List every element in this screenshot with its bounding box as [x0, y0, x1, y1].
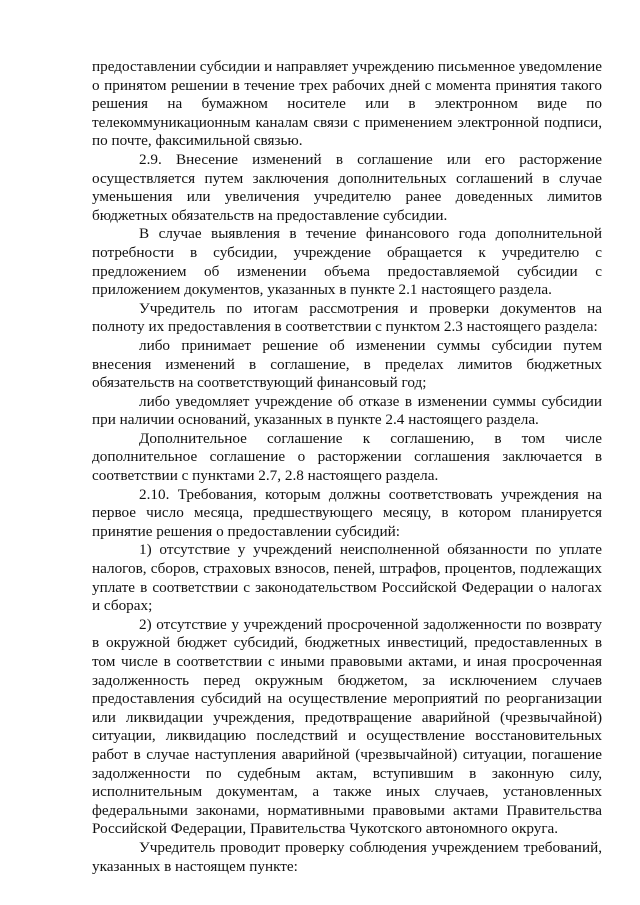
paragraph-option-accept: либо принимает решение об изменении суммы субсидии путем внесения изменений в соглашение, в пределах лимитов бюджетных обязательств на соответствующий финансовый год; [92, 336, 602, 392]
paragraph-continuation: предоставлении субсидии и направляет учреждению письменное уведомление о принятом решении в течение трех рабочих дней с момента принятия такого решения на бумажном носителе или в электронном виде по телекоммуникационным каналам связи с применением электронной подписи, по почте, факсимильной связью. [92, 58, 602, 150]
paragraph-option-refuse: либо уведомляет учреждение об отказе в изменении суммы субсидии при наличии оснований, указанных в пункте 2.4 настоящего раздела. [92, 392, 602, 429]
paragraph-additional-agreement: Дополнительное соглашение к соглашению, в том числе дополнительное соглашение о расторжении соглашения заключается в соответствии с пунктами 2.7, 2.8 настоящего раздела. [92, 429, 602, 485]
document-page [92, 58, 602, 876]
paragraph-requirement-2: 2) отсутствие у учреждений просроченной задолженности по возврату в окружной бюджет субсидий, бюджетных инвестиций, предоставленных в том числе в соответствии с иными правовыми актами, и иная просроченная задолженность перед окружным бюджетом, за исключением случаев предоставления субсидий на осуществление мероприятий по реорганизации или ликвидации учреждения, предотвращение аварийной (чрезвычайной) ситуации, ликвидацию последствий и осуществление восстановительных работ в случае наступления аварийной (чрезвычайной) ситуации, погашение задолженности по судебным актам, вступившим в законную силу, исполнительным документам, а также иных случаев, установленных федеральными законами, нормативными правовыми актами Правительства Российской Федерации, Правительства Чукотского автономного округа. [92, 615, 602, 838]
paragraph-requirement-1: 1) отсутствие у учреждений неисполненной обязанности по уплате налогов, сборов, страховых взносов, пеней, штрафов, процентов, подлежащих уплате в соответствии с законодательством Российской Федерации о налогах и сборах; [92, 541, 602, 615]
paragraph-2-10: 2.10. Требования, которым должны соответствовать учреждения на первое число месяца, предшествующего месяцу, в котором планируется принятие решения о предоставлении субсидий: [92, 485, 602, 540]
paragraph-2-9: 2.9. Внесение изменений в соглашение или его расторжение осуществляется путем заключения дополнительных соглашений в случае уменьшения или увеличения учредителю ранее доведенных лимитов бюджетных обязательств на предоставление субсидии. [92, 150, 602, 224]
paragraph-founder-review: Учредитель по итогам рассмотрения и проверки документов на полноту их предоставления в соответствии с пунктом 2.3 настоящего раздела: [92, 299, 602, 336]
paragraph-additional-need: В случае выявления в течение финансового года дополнительной потребности в субсидии, учреждение обращается к учредителю с предложением об изменении объема предоставляемой субсидии с приложением документов, указанных в пункте 2.1 настоящего раздела. [92, 225, 602, 299]
paragraph-founder-check: Учредитель проводит проверку соблюдения учреждением требований, указанных в настоящем пункте: [92, 838, 602, 875]
